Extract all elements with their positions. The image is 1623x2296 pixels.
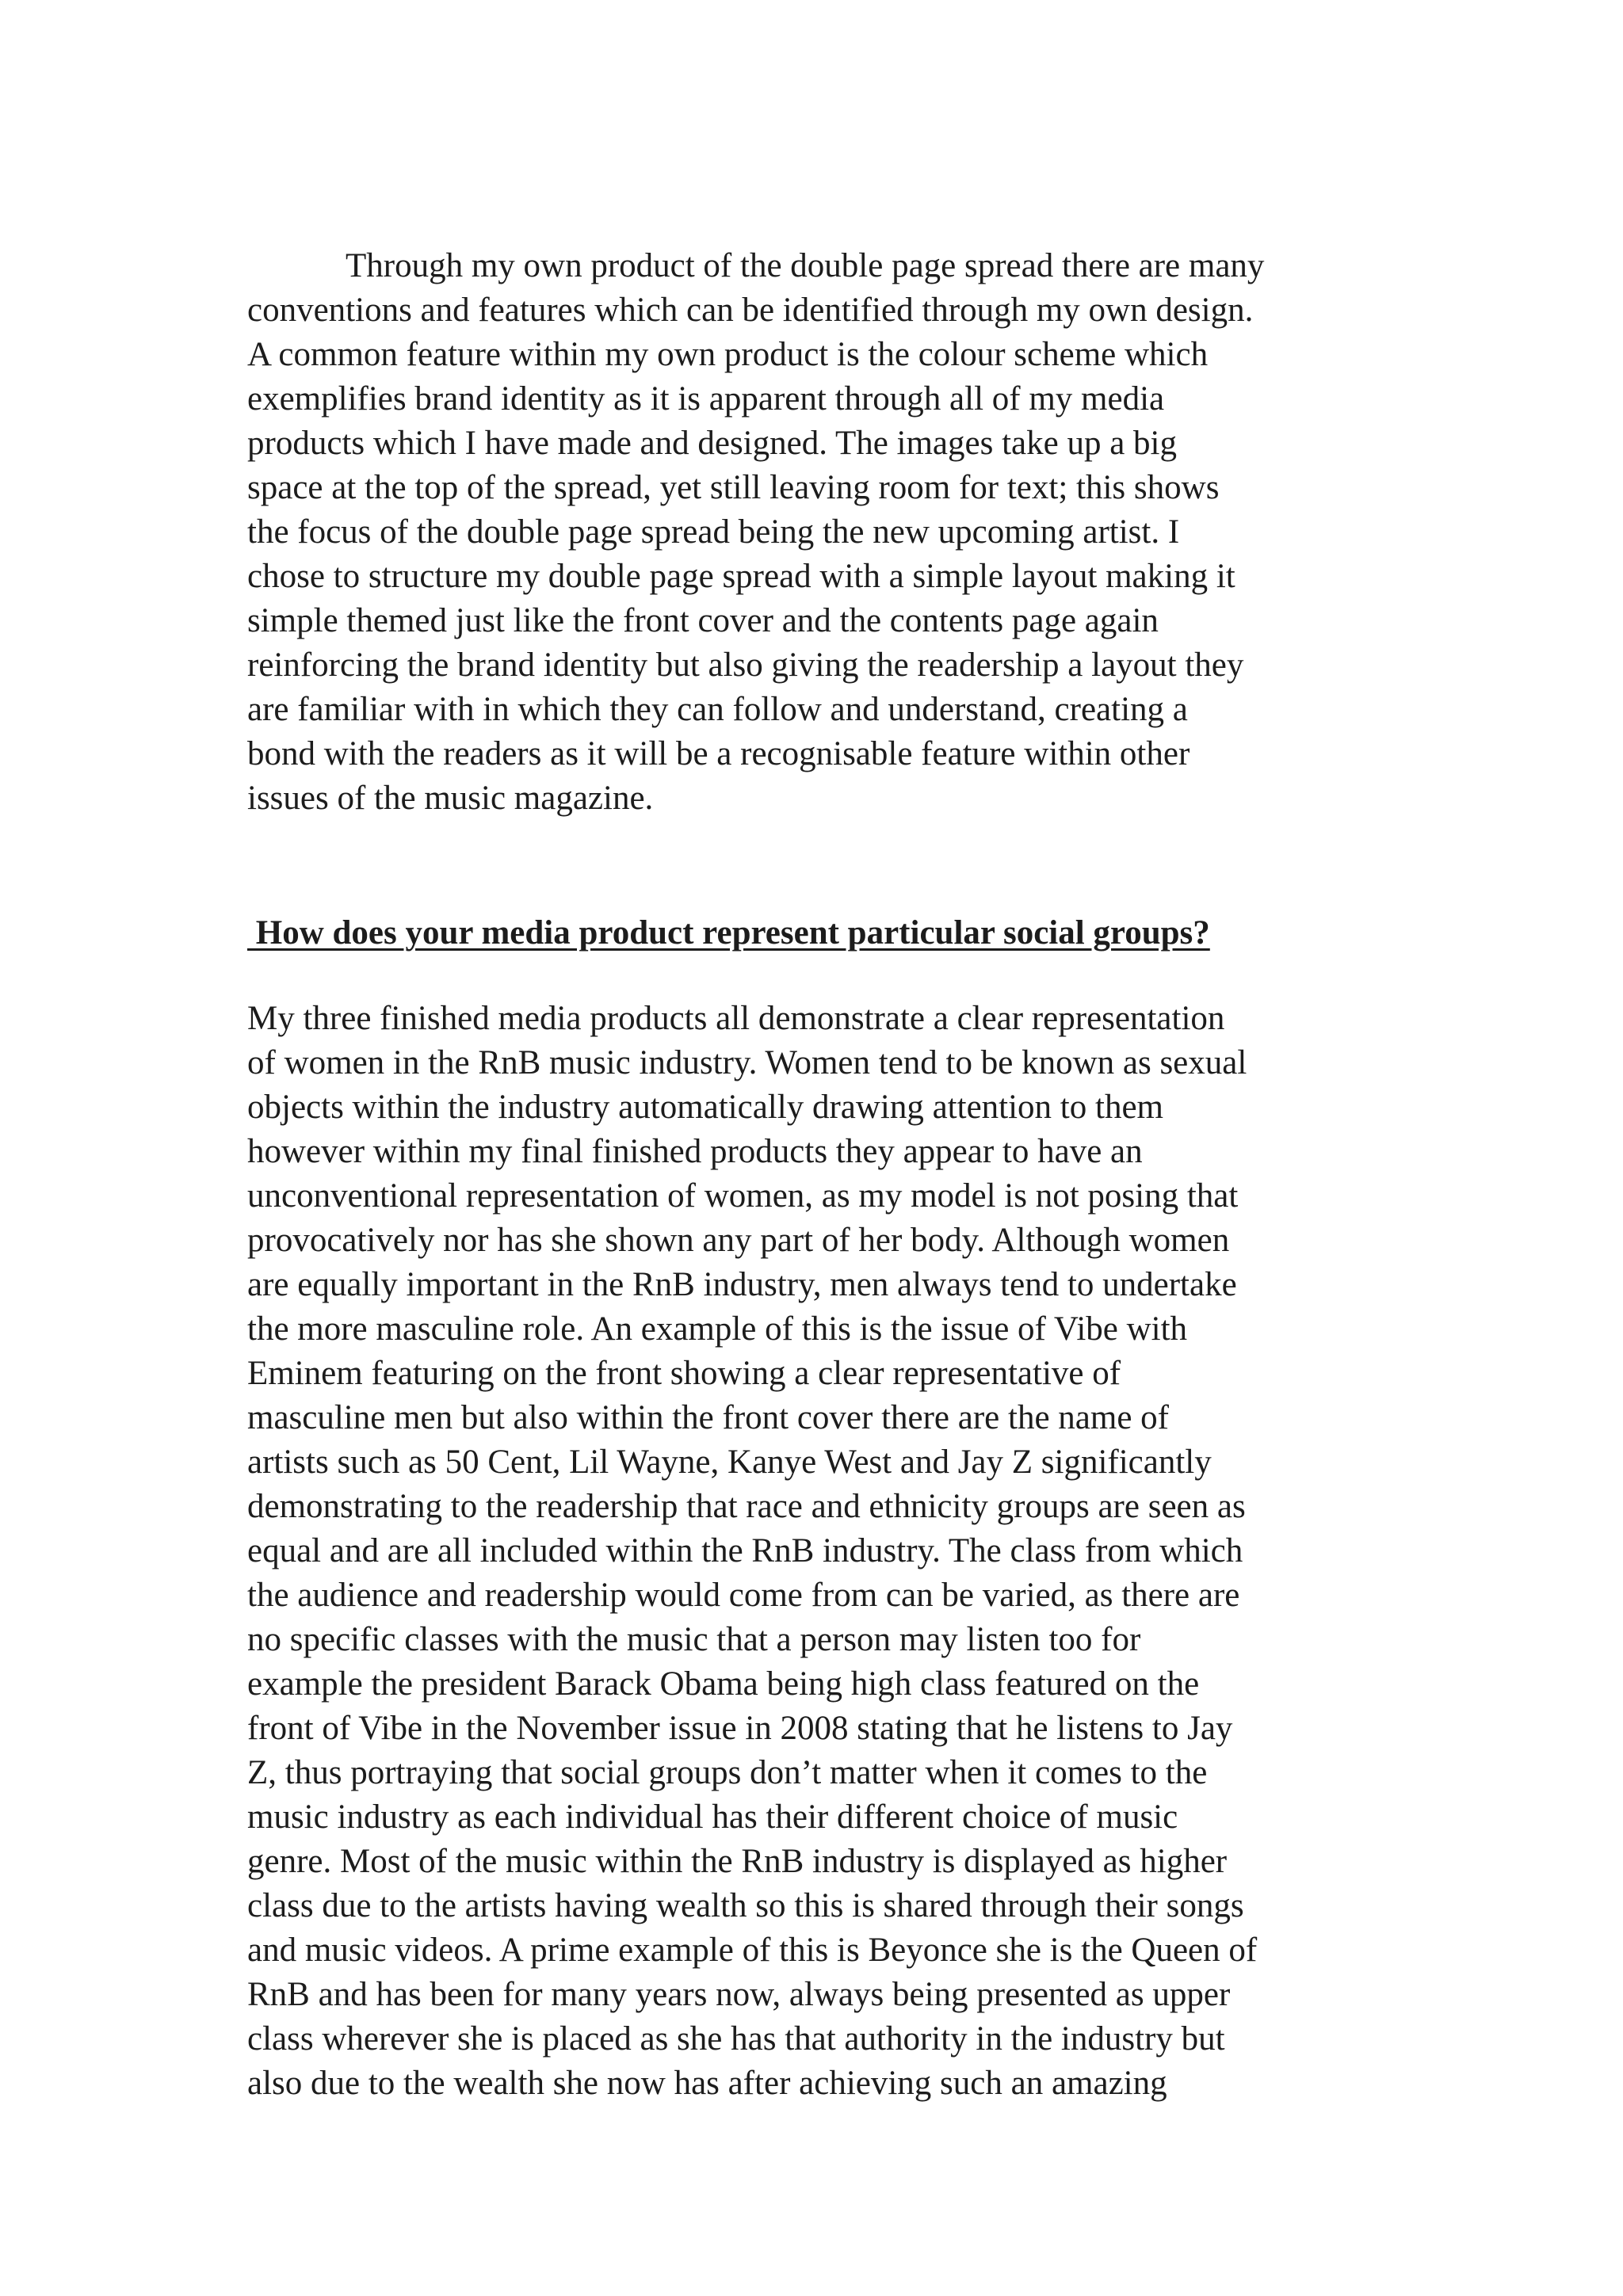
paragraph-2-line: equal and are all included within the RnB industry. The class from which — [247, 1532, 1243, 1569]
paragraph-2-line: genre. Most of the music within the RnB industry is displayed as higher — [247, 1843, 1228, 1880]
paragraph-2-line: the audience and readership would come from can be varied, as there are — [247, 1577, 1240, 1614]
paragraph-1-line: exemplifies brand identity as it is apparent through all of my media — [247, 380, 1165, 418]
paragraph-2-line: example the president Barack Obama being high class featured on the — [247, 1665, 1200, 1703]
paragraph-1-line: products which I have made and designed. The images take up a big — [247, 425, 1177, 462]
paragraph-2-line: also due to the wealth she now has after achieving such an amazing — [247, 2065, 1167, 2102]
paragraph-2-line: demonstrating to the readership that race and ethnicity groups are seen as — [247, 1488, 1246, 1525]
paragraph-2-line: RnB and has been for many years now, always being presented as upper — [247, 1976, 1231, 2013]
paragraph-2-line: objects within the industry automatically drawing attention to them — [247, 1089, 1163, 1126]
paragraph-1-line: issues of the music magazine. — [247, 780, 654, 817]
paragraph-1-line: the focus of the double page spread being the new upcoming artist. I — [247, 513, 1180, 551]
paragraph-2-line: masculine men but also within the front cover there are the name of — [247, 1399, 1169, 1436]
paragraph-2-line: My three finished media products all demonstrate a clear representation — [247, 1000, 1225, 1037]
paragraph-2-line: of women in the RnB music industry. Women tend to be known as sexual — [247, 1044, 1247, 1081]
paragraph-2-line: provocatively nor has she shown any part of her body. Although women — [247, 1222, 1230, 1259]
paragraph-2-line: the more masculine role. An example of this is the issue of Vibe with — [247, 1310, 1188, 1348]
paragraph-1-line: simple themed just like the front cover and the contents page again — [247, 602, 1159, 639]
paragraph-2-line: are equally important in the RnB industry, men always tend to undertake — [247, 1266, 1237, 1303]
paragraph-2-line: music industry as each individual has their different choice of music — [247, 1798, 1178, 1836]
paragraph-1-line: space at the top of the spread, yet still leaving room for text; this shows — [247, 469, 1220, 506]
paragraph-1-line: reinforcing the brand identity but also giving the readership a layout they — [247, 646, 1244, 684]
paragraph-2-line: class wherever she is placed as she has that authority in the industry but — [247, 2020, 1225, 2058]
paragraph-1-line: A common feature within my own product is the colour scheme which — [247, 336, 1209, 373]
paragraph-1-line: chose to structure my double page spread with a simple layout making it — [247, 558, 1235, 595]
paragraph-2-line: Eminem featuring on the front showing a clear representative of — [247, 1355, 1121, 1392]
paragraph-2-line: Z, thus portraying that social groups don’t matter when it comes to the — [247, 1754, 1208, 1791]
paragraph-1-line: are familiar with in which they can follow and understand, creating a — [247, 691, 1188, 728]
paragraph-2-line: and music videos. A prime example of this is Beyonce she is the Queen of — [247, 1932, 1258, 1969]
paragraph-2-line: artists such as 50 Cent, Lil Wayne, Kanye West and Jay Z significantly — [247, 1444, 1212, 1481]
paragraph-1-line: bond with the readers as it will be a recognisable feature within other — [247, 735, 1190, 772]
paragraph-2-line: class due to the artists having wealth so this is shared through their songs — [247, 1887, 1244, 1924]
paragraph-2-line: unconventional representation of women, as my model is not posing that — [247, 1177, 1239, 1215]
paragraph-2-line: no specific classes with the music that a person may listen too for — [247, 1621, 1141, 1658]
paragraph-1-line: Through my own product of the double page spread there are many — [346, 247, 1265, 284]
paragraph-2-line: front of Vibe in the November issue in 2008 stating that he listens to Jay — [247, 1710, 1233, 1747]
section-heading: How does your media product represent particular social groups? — [247, 914, 1210, 952]
paragraph-1-line: conventions and features which can be identified through my own design. — [247, 292, 1254, 329]
paragraph-2-line: however within my final finished products they appear to have an — [247, 1133, 1143, 1170]
